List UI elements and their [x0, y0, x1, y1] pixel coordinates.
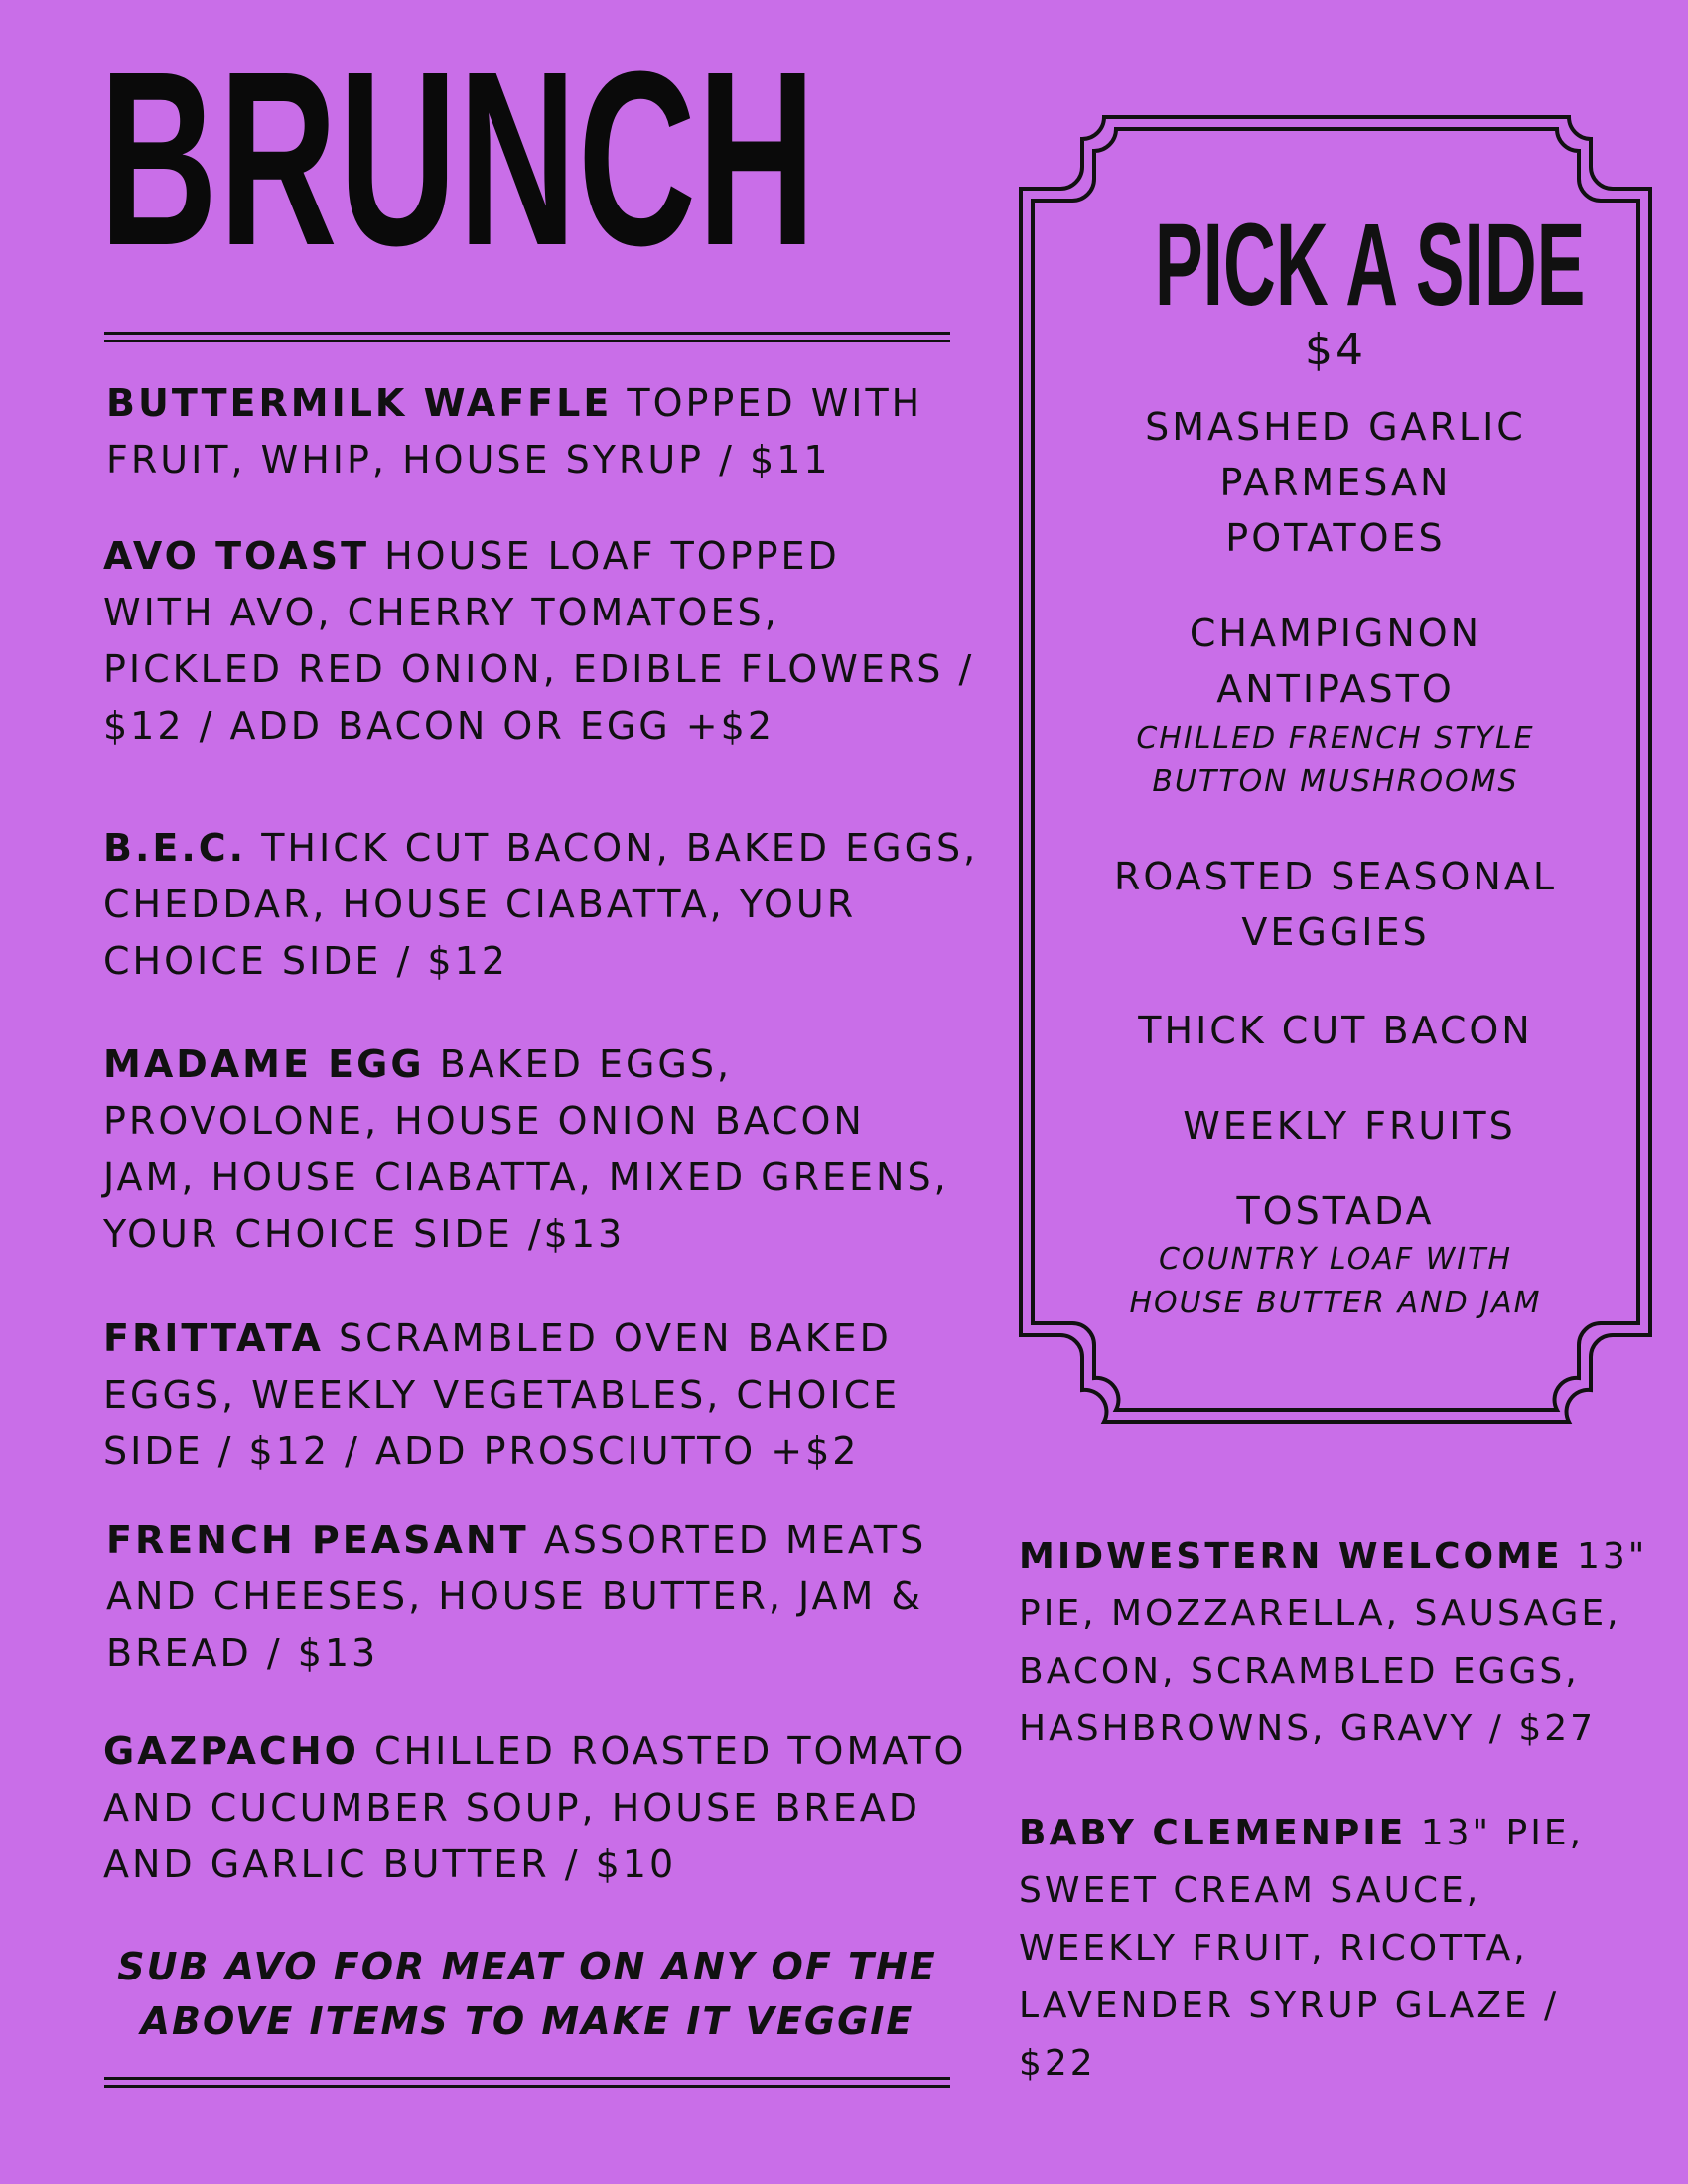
divider-bottom-1: [104, 2077, 950, 2080]
menu-item-desc: AND CUCUMBER SOUP, HOUSE BREAD: [103, 1786, 920, 1830]
menu-item-desc: 13" PIE,: [1406, 1813, 1585, 1853]
side-item-line: ROASTED SEASONAL: [1113, 855, 1558, 898]
menu-item-desc: CHILLED ROASTED TOMATO: [358, 1729, 967, 1773]
side-item-fruits: [1037, 1098, 1662, 1154]
menu-item-desc: HASHBROWNS, GRAVY / $27: [1019, 1708, 1597, 1749]
menu-item-name: BABY CLEMENPIE: [1019, 1813, 1407, 1853]
menu-item-desc: THICK CUT BACON, BAKED EGGS,: [246, 826, 979, 870]
side-item-bacon: [1023, 1003, 1648, 1058]
side-item-line: CHAMPIGNON: [1189, 612, 1482, 655]
menu-item-french-peasant: [106, 1512, 926, 1682]
divider-bottom-2: [104, 2085, 950, 2088]
side-item-veggies: [1023, 849, 1648, 960]
menu-item-desc: SIDE / $12 / ADD PROSCIUTTO +$2: [103, 1430, 860, 1473]
menu-item-desc: BAKED EGGS,: [424, 1042, 733, 1086]
side-item-line: SMASHED GARLIC: [1145, 405, 1526, 449]
menu-item-desc: YOUR CHOICE SIDE /$13: [103, 1212, 626, 1256]
menu-item-desc: FRUIT, WHIP, HOUSE SYRUP / $11: [106, 438, 831, 481]
side-item-line: ANTIPASTO: [1216, 667, 1455, 711]
side-item-line: VEGGIES: [1241, 910, 1430, 954]
menu-item-name: GAZPACHO: [103, 1729, 359, 1773]
menu-item-desc: 13": [1562, 1536, 1648, 1576]
menu-item-desc: ASSORTED MEATS: [528, 1518, 927, 1562]
menu-item-desc: LAVENDER SYRUP GLAZE /: [1019, 1985, 1560, 2026]
menu-item-name: MADAME EGG: [103, 1042, 425, 1086]
menu-item-desc: $12 / ADD BACON OR EGG +$2: [103, 704, 774, 748]
menu-item-desc: BACON, SCRAMBLED EGGS,: [1019, 1651, 1580, 1692]
menu-item-avo-toast: [103, 528, 974, 754]
menu-item-name: FRITTATA: [103, 1316, 324, 1360]
menu-item-desc: EGGS, WEEKLY VEGETABLES, CHOICE: [103, 1373, 901, 1417]
side-item-line: PARMESAN: [1219, 461, 1452, 504]
side-item-tostada-desc: [1023, 1238, 1648, 1325]
menu-item-gazpacho: [103, 1723, 966, 1893]
menu-item-desc: TOPPED WITH: [612, 381, 923, 425]
menu-item-desc: AND CHEESES, HOUSE BUTTER, JAM &: [106, 1574, 924, 1618]
veggie-note-line: SUB AVO FOR MEAT ON ANY OF THE: [117, 1945, 937, 1988]
menu-title: BRUNCH: [99, 20, 817, 297]
side-item-potatoes: [1023, 399, 1648, 566]
menu-item-desc: CHOICE SIDE / $12: [103, 939, 508, 983]
menu-item-waffle: [106, 375, 922, 488]
side-item-sub: COUNTRY LOAF WITH: [1158, 1242, 1513, 1277]
divider-top-1: [104, 332, 950, 335]
side-item-line: WEEKLY FRUITS: [1183, 1104, 1516, 1148]
menu-item-name: AVO TOAST: [103, 534, 370, 578]
menu-item-desc: BREAD / $13: [106, 1631, 379, 1675]
menu-item-desc: AND GARLIC BUTTER / $10: [103, 1843, 677, 1886]
side-item-sub: CHILLED FRENCH STYLE: [1136, 721, 1535, 755]
menu-item-desc: PROVOLONE, HOUSE ONION BACON: [103, 1099, 865, 1143]
menu-item-madame-egg: [103, 1036, 949, 1263]
side-item-champignon: [1023, 606, 1648, 717]
side-item-line: POTATOES: [1225, 516, 1446, 560]
side-item-tostada: [1023, 1183, 1648, 1239]
side-item-line: THICK CUT BACON: [1138, 1009, 1533, 1052]
menu-item-midwestern-welcome: [1019, 1528, 1647, 1758]
menu-item-desc: WEEKLY FRUIT, RICOTTA,: [1019, 1928, 1528, 1969]
menu-item-desc: SWEET CREAM SAUCE,: [1019, 1870, 1481, 1911]
side-item-champignon-desc: [1023, 717, 1648, 804]
menu-item-name: MIDWESTERN WELCOME: [1019, 1536, 1563, 1576]
menu-item-bec: [103, 820, 978, 990]
menu-item-desc: HOUSE LOAF TOPPED: [369, 534, 840, 578]
menu-item-frittata: [103, 1310, 900, 1480]
veggie-note: [104, 1940, 950, 2049]
sides-title: PICK A SIDE: [1154, 200, 1586, 331]
menu-item-desc: PICKLED RED ONION, EDIBLE FLOWERS /: [103, 647, 975, 691]
menu-item-name: FRENCH PEASANT: [106, 1518, 529, 1562]
side-item-sub: BUTTON MUSHROOMS: [1152, 764, 1519, 799]
menu-item-desc: SCRAMBLED OVEN BAKED: [323, 1316, 892, 1360]
menu-item-name: B.E.C.: [103, 826, 247, 870]
menu-item-desc: $22: [1019, 2043, 1096, 2084]
divider-top-2: [104, 340, 950, 342]
veggie-note-line: ABOVE ITEMS TO MAKE IT VEGGIE: [140, 1999, 914, 2043]
menu-item-desc: CHEDDAR, HOUSE CIABATTA, YOUR: [103, 883, 857, 926]
menu-item-desc: PIE, MOZZARELLA, SAUSAGE,: [1019, 1593, 1621, 1634]
sides-price: $4: [1305, 325, 1366, 375]
menu-item-desc: JAM, HOUSE CIABATTA, MIXED GREENS,: [103, 1156, 949, 1199]
side-item-sub: HOUSE BUTTER AND JAM: [1129, 1286, 1542, 1320]
menu-item-desc: WITH AVO, CHERRY TOMATOES,: [103, 591, 779, 634]
menu-item-baby-clemenpie: [1019, 1805, 1584, 2093]
side-item-line: TOSTADA: [1236, 1189, 1435, 1233]
menu-item-name: BUTTERMILK WAFFLE: [106, 381, 613, 425]
